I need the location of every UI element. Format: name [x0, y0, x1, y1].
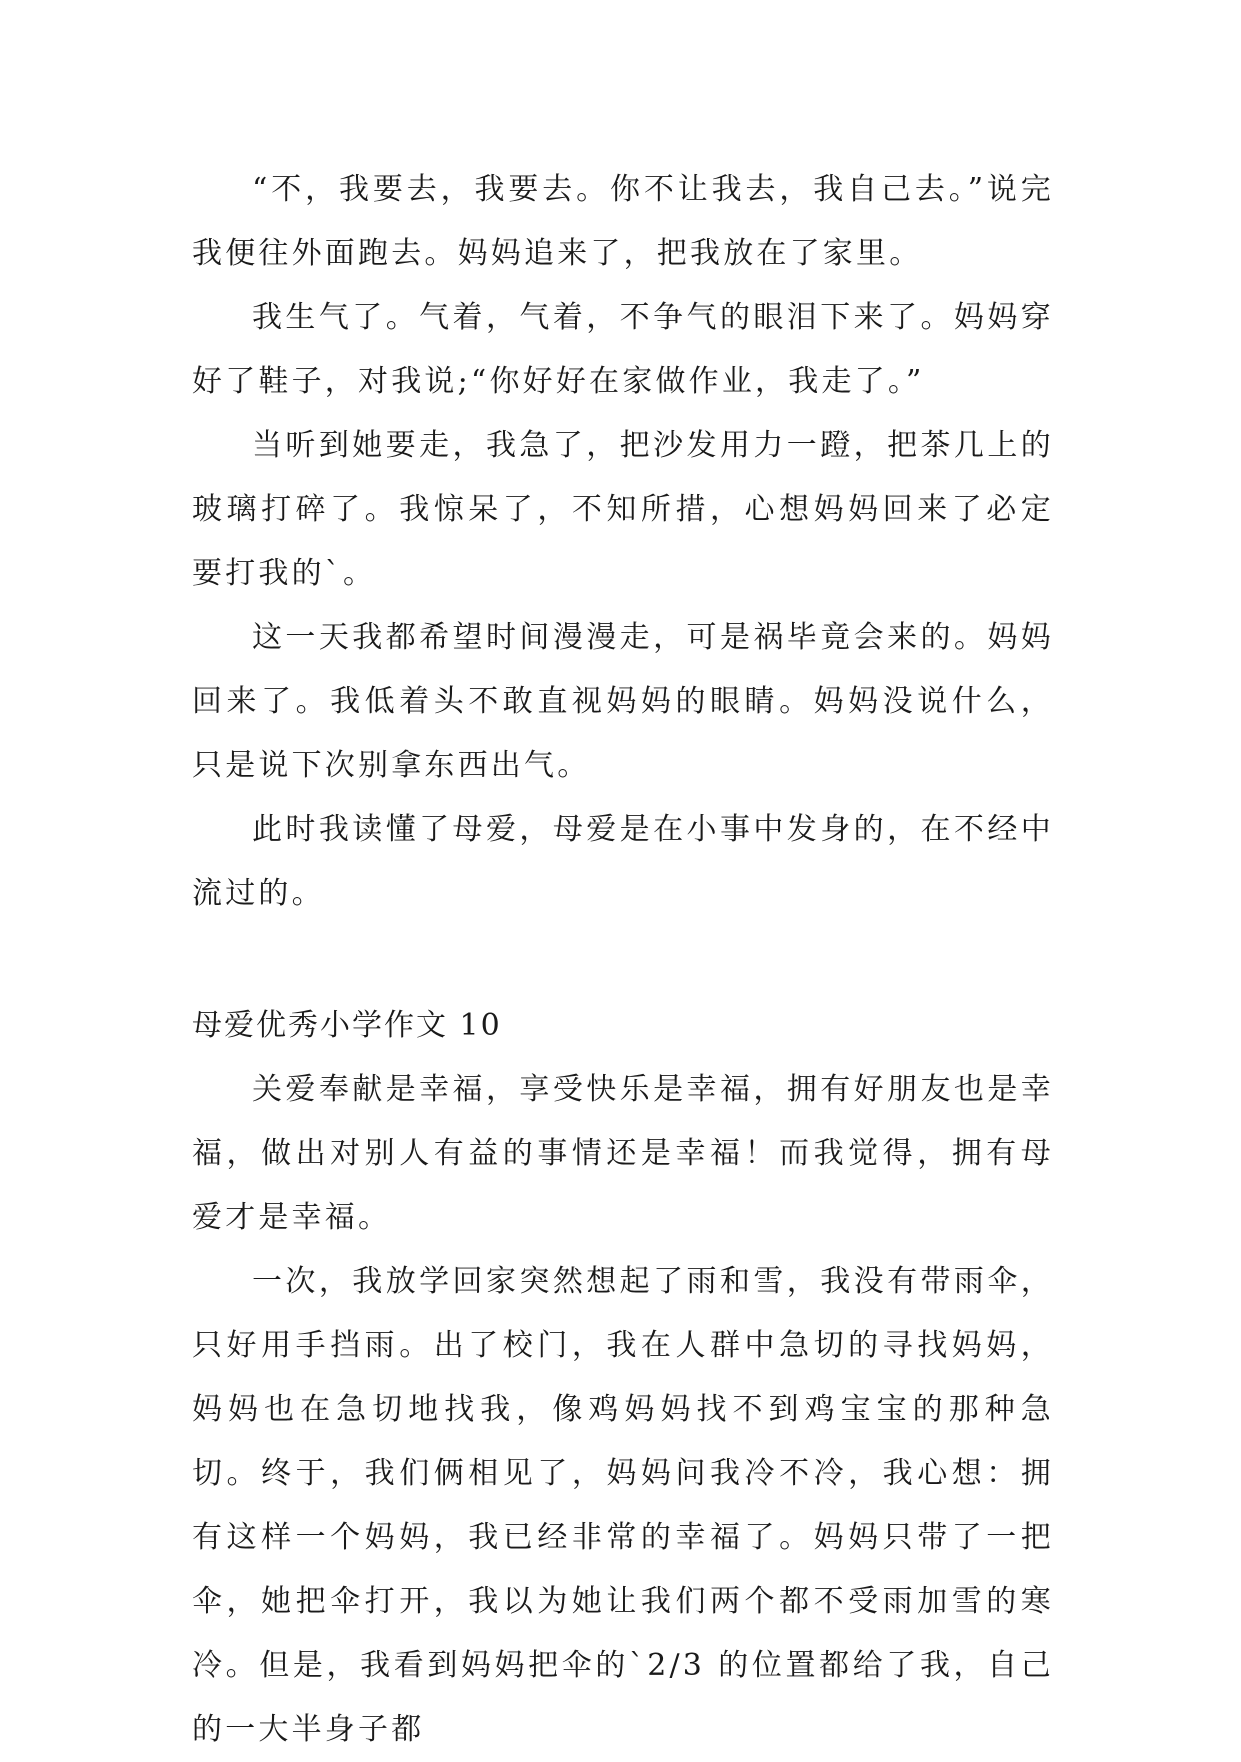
paragraph: “不，我要去，我要去。你不让我去，我自己去。”说完我便往外面跑去。妈妈追来了，把我放在了家里。 — [192, 172, 1054, 271]
paragraph: 当听到她要走，我急了，把沙发用力一蹬，把茶几上的玻璃打碎了。我惊呆了，不知所措，心想妈妈回来了必定要打我的`。 — [192, 428, 1054, 591]
document-page — [192, 158, 1054, 1762]
paragraph: 此时我读懂了母爱，母爱是在小事中发身的，在不经中流过的。 — [192, 812, 1054, 911]
section-heading: 母爱优秀小学作文 10 — [192, 1008, 502, 1043]
paragraph: 关爱奉献是幸福，享受快乐是幸福，拥有好朋友也是幸福，做出对别人有益的事情还是幸福！而我觉得，拥有母爱才是幸福。 — [192, 1072, 1054, 1235]
paragraph: 一次，我放学回家突然想起了雨和雪，我没有带雨伞，只好用手挡雨。出了校门，我在人群中急切的寻找妈妈，妈妈也在急切地找我，像鸡妈妈找不到鸡宝宝的那种急切。终于，我们俩相见了，妈妈问我冷不冷，我心想：拥有这样一个妈妈，我已经非常的幸福了。妈妈只带了一把伞，她把伞打开，我以为她让我们两个都不受雨加雪的寒冷。但是，我看到妈妈把伞的`2/3 的位置都给了我，自己的一大半身子都 — [192, 1264, 1054, 1747]
paragraph: 我生气了。气着，气着，不争气的眼泪下来了。妈妈穿好了鞋子，对我说;“你好好在家做作业，我走了。” — [192, 300, 1054, 399]
paragraph: 这一天我都希望时间漫漫走，可是祸毕竟会来的。妈妈回来了。我低着头不敢直视妈妈的眼睛。妈妈没说什么，只是说下次别拿东西出气。 — [192, 620, 1054, 783]
